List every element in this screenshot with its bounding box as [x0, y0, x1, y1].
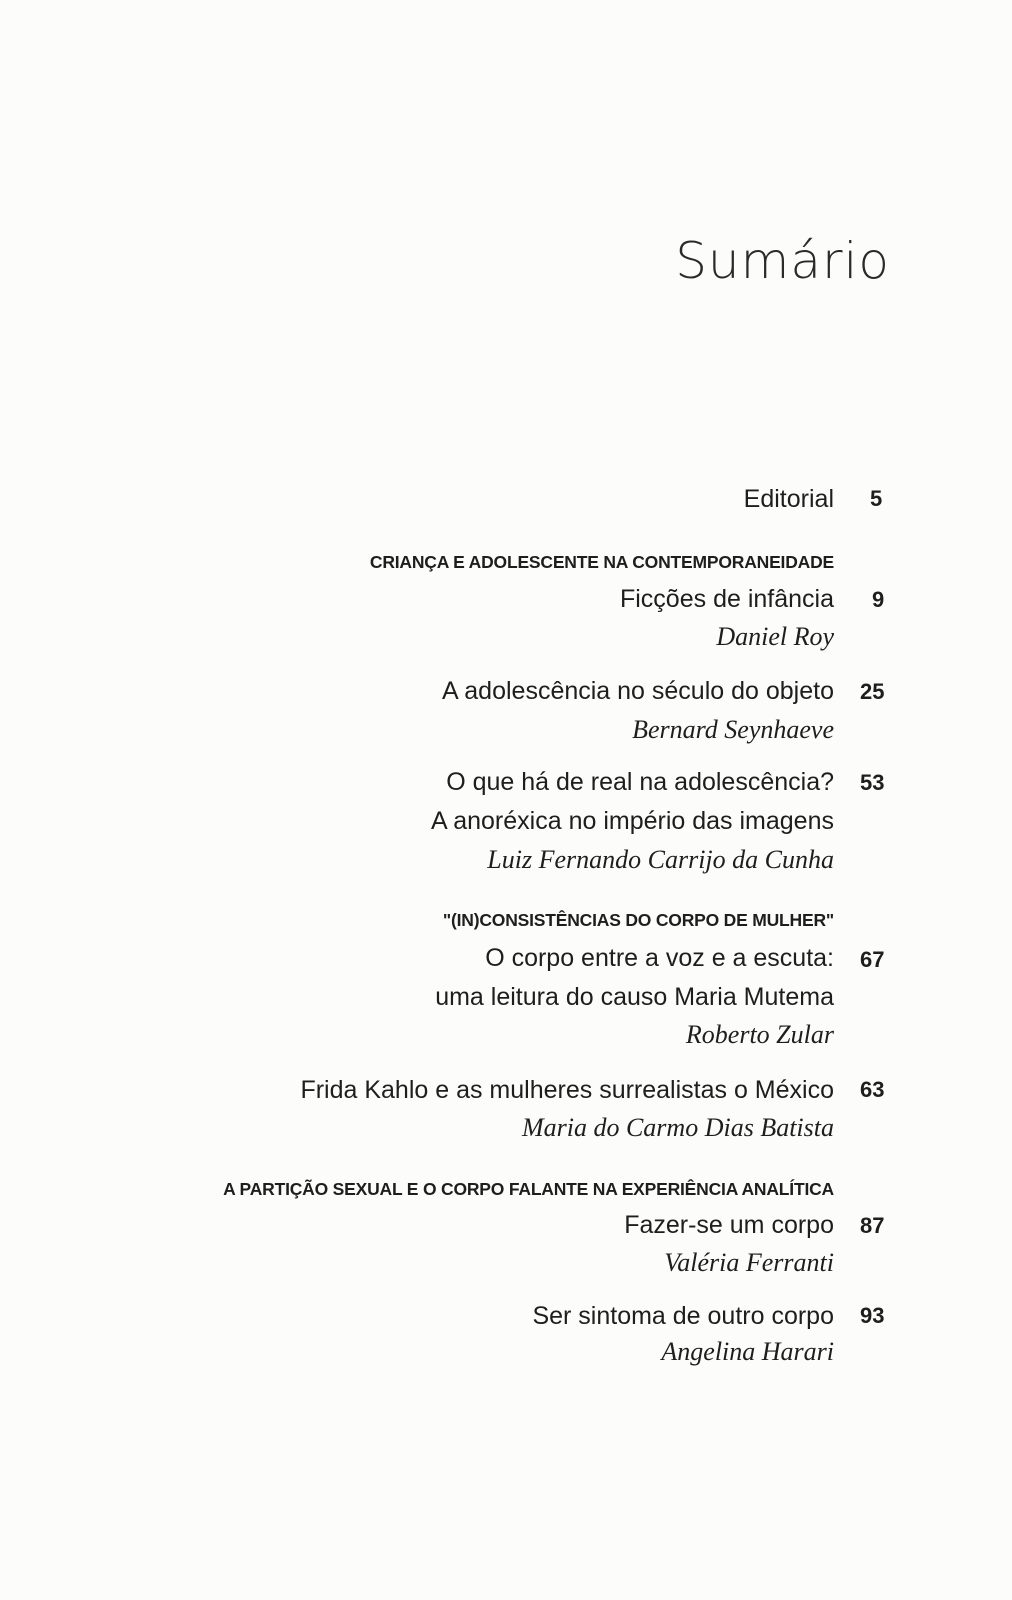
entry-page-number: 63 — [860, 1077, 885, 1102]
section-heading-inconsistencias: "(IN)CONSISTÊNCIAS DO CORPO DE MULHER" — [442, 910, 834, 930]
entry-title: A adolescência no século do objeto — [442, 677, 834, 705]
entry-page-number: 25 — [860, 679, 885, 704]
editorial-page-number: 5 — [870, 486, 883, 511]
entry-title-continuation: A anoréxica no império das imagens — [430, 807, 834, 835]
entry-author: Angelina Harari — [661, 1337, 834, 1366]
entry-title-continuation: uma leitura do causo Maria Mutema — [435, 983, 834, 1011]
entry-author: Daniel Roy — [716, 622, 834, 651]
entry-author: Roberto Zular — [685, 1020, 834, 1049]
entry-page-number: 93 — [860, 1303, 885, 1328]
entry-title: O corpo entre a voz e a escuta: — [485, 944, 834, 972]
editorial-title: Editorial — [743, 485, 834, 513]
entry-author: Luiz Fernando Carrijo da Cunha — [487, 845, 834, 874]
entry-page-number: 87 — [860, 1213, 885, 1238]
page-title: Sumário — [675, 232, 890, 290]
entry-author: Bernard Seynhaeve — [632, 715, 834, 744]
entry-title: Ficções de infância — [619, 585, 834, 613]
entry-author: Maria do Carmo Dias Batista — [521, 1113, 834, 1142]
section-heading-crianca: CRIANÇA E ADOLESCENTE NA CONTEMPORANEIDADE — [369, 552, 834, 572]
entry-page-number: 67 — [860, 947, 885, 972]
entry-title: Fazer-se um corpo — [624, 1211, 834, 1239]
entry-title: O que há de real na adolescência? — [446, 768, 834, 796]
entry-title: Frida Kahlo e as mulheres surrealistas o México — [300, 1076, 834, 1104]
entry-page-number: 53 — [860, 770, 885, 795]
entry-title: Ser sintoma de outro corpo — [532, 1302, 834, 1330]
section-heading-particao: A PARTIÇÃO SEXUAL E O CORPO FALANTE NA EXPERIÊNCIA ANALÍTICA — [223, 1179, 834, 1199]
entry-page-number: 9 — [872, 587, 885, 612]
entry-author: Valéria Ferranti — [664, 1248, 834, 1277]
